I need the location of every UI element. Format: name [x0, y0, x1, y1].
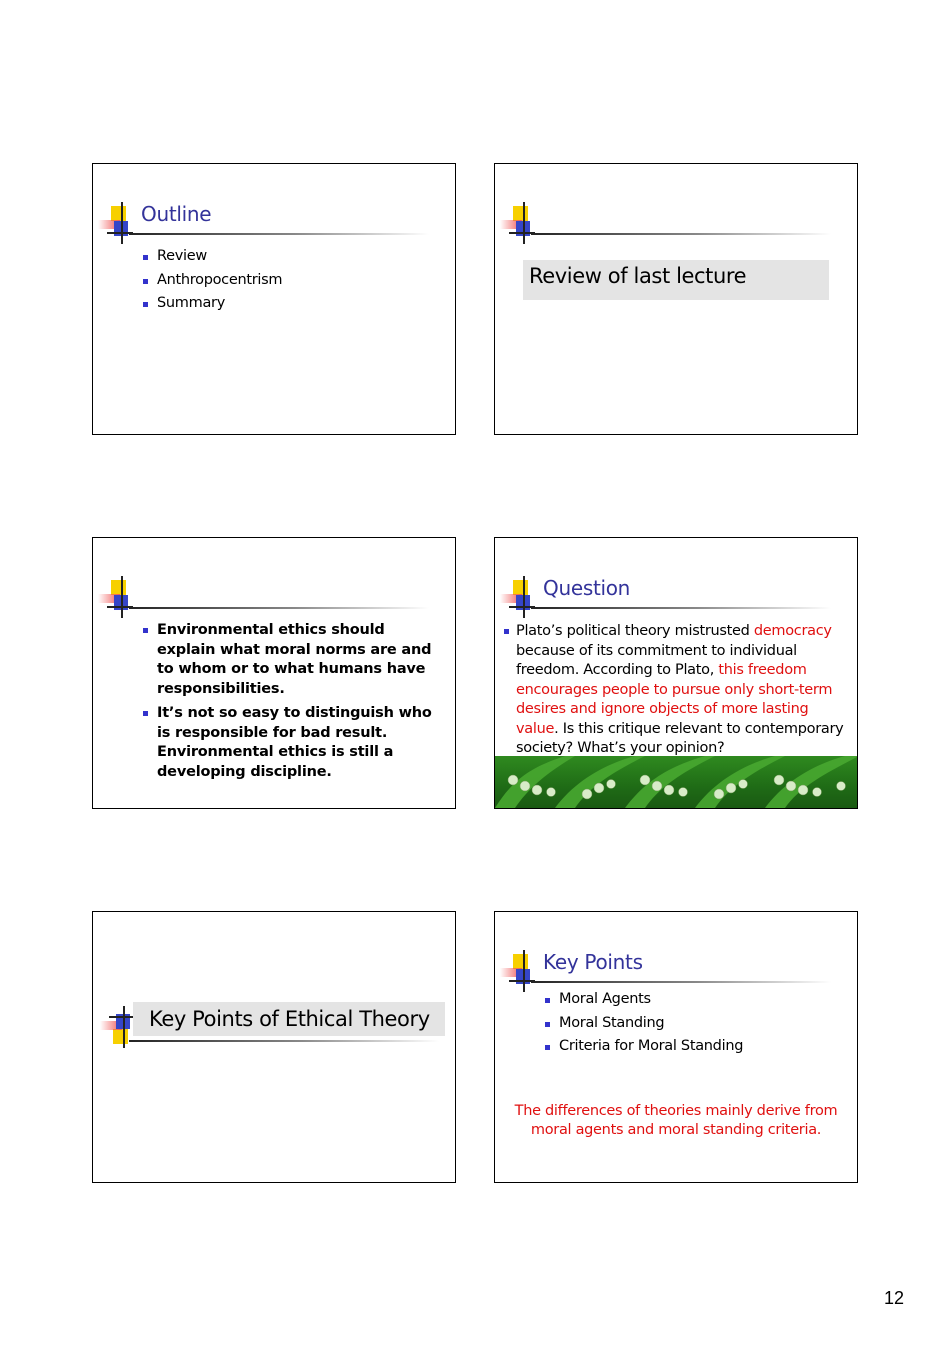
title-rule: [129, 607, 429, 609]
list-item: Criteria for Moral Standing: [545, 1035, 743, 1059]
bullet-list: [143, 621, 443, 787]
slide-environmental-ethics: [92, 537, 456, 809]
slide-outline: [92, 163, 456, 435]
list-item: It’s not so easy to distinguish who is responsible for bad result. Environmental ethics is still a developing discipline.: [143, 704, 443, 782]
question-paragraph: Plato’s political theory mistrusted democracy because of its commitment to individual freedom. According to Plato, this freedom encourages people to pursue only short-term desires and ignore objects of more lasting value. Is this critique relevant to contemporary society? What’s your opinion?: [516, 623, 844, 756]
slide-logo-icon: [499, 950, 539, 996]
title-rule: [531, 607, 831, 609]
page-number: 12: [884, 1288, 905, 1308]
bullet-marker: [504, 629, 509, 634]
list-item: Summary: [143, 292, 282, 316]
slide-logo-icon: [499, 202, 539, 248]
list-item: Review: [143, 245, 282, 269]
slide-title: Outline: [141, 202, 212, 226]
title-rule: [129, 1040, 439, 1042]
slide-title: Key Points: [543, 950, 643, 974]
title-rule: [531, 981, 831, 983]
slide-logo-icon: [499, 576, 539, 622]
title-rule: [531, 233, 831, 235]
bullet-list: [545, 988, 743, 1059]
list-item: Moral Agents: [545, 988, 743, 1012]
slide-key-points-heading: [92, 911, 456, 1183]
list-item: Moral Standing: [545, 1012, 743, 1036]
bullet-list: [143, 245, 282, 316]
slide-key-points: [494, 911, 858, 1183]
section-heading: Review of last lecture: [523, 260, 829, 300]
slide-logo-icon: [97, 576, 137, 622]
list-item: Anthropocentrism: [143, 269, 282, 293]
title-rule: [129, 233, 429, 235]
summary-note: The differences of theories mainly derive from moral agents and moral standing criteria.: [514, 1103, 838, 1138]
slide-title: Question: [543, 576, 631, 600]
lily-of-the-valley-image: [495, 756, 857, 808]
emphasis-text: this freedom encourages people to pursue only short-term desires and ignore objects of more lasting value: [516, 662, 833, 737]
section-heading: Key Points of Ethical Theory: [133, 1002, 445, 1036]
slide-review: [494, 163, 858, 435]
list-item: Environmental ethics should explain what moral norms are and to whom or to what humans have responsibilities.: [143, 621, 443, 699]
emphasis-text: democracy: [753, 623, 832, 639]
slide-question: [494, 537, 858, 809]
slide-logo-icon: [97, 202, 137, 248]
